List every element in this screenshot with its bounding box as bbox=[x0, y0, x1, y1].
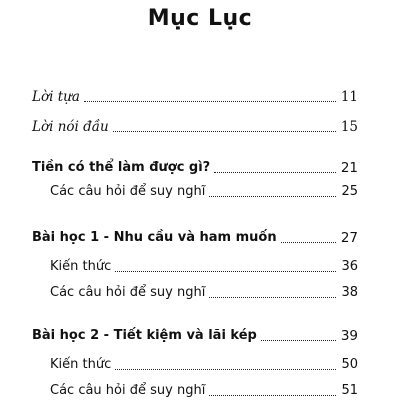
toc-entry-label: Kiến thức bbox=[50, 357, 112, 372]
toc-entry-page: 15 bbox=[340, 119, 358, 135]
toc-chapter-lesson-1 bbox=[0, 227, 400, 247]
leader-dots bbox=[209, 196, 336, 197]
toc-entry-page: 36 bbox=[341, 259, 358, 274]
leader-dots bbox=[209, 395, 336, 396]
toc-entry-label: Các câu hỏi để suy nghĩ bbox=[50, 285, 206, 300]
toc-entry-page: 27 bbox=[340, 230, 358, 246]
toc-entry-label: Tiền có thể làm được gì? bbox=[32, 160, 211, 175]
leader-dots bbox=[115, 369, 336, 370]
toc-subentry bbox=[0, 181, 400, 201]
toc-entry-preface bbox=[0, 86, 400, 106]
toc-chapter-lesson-2 bbox=[0, 325, 400, 345]
toc-subentry bbox=[0, 380, 400, 400]
leader-dots bbox=[84, 101, 336, 102]
toc-subentry bbox=[0, 282, 400, 302]
leader-dots bbox=[281, 242, 336, 243]
toc-entry-label: Bài học 2 - Tiết kiệm và lãi kép bbox=[32, 328, 257, 343]
page-title: Mục Lục bbox=[147, 6, 253, 31]
leader-dots bbox=[261, 340, 336, 341]
leader-dots bbox=[115, 271, 336, 272]
toc-entry-label: Kiến thức bbox=[50, 259, 112, 274]
leader-dots bbox=[113, 131, 336, 132]
toc-chapter-intro bbox=[0, 157, 400, 177]
toc-entry-page: 38 bbox=[341, 285, 358, 300]
toc-entry-page: 39 bbox=[340, 328, 358, 344]
toc-entry-page: 11 bbox=[340, 89, 358, 105]
toc-entry-label: Lời nói đầu bbox=[32, 119, 109, 135]
toc-entry-label: Lời tựa bbox=[32, 89, 80, 105]
toc-entry-label: Các câu hỏi để suy nghĩ bbox=[50, 383, 206, 398]
leader-dots bbox=[209, 297, 336, 298]
toc-entry-page: 51 bbox=[341, 383, 358, 398]
leader-dots bbox=[214, 172, 336, 173]
toc-entry-page: 21 bbox=[340, 160, 358, 176]
toc-subentry bbox=[0, 354, 400, 374]
toc-entry-foreword bbox=[0, 116, 400, 136]
toc-subentry bbox=[0, 256, 400, 276]
toc-entry-label: Bài học 1 - Nhu cầu và ham muốn bbox=[32, 230, 277, 245]
toc-entry-label: Các câu hỏi để suy nghĩ bbox=[50, 184, 206, 199]
toc-entry-page: 25 bbox=[341, 184, 358, 199]
toc-entry-page: 50 bbox=[341, 357, 358, 372]
